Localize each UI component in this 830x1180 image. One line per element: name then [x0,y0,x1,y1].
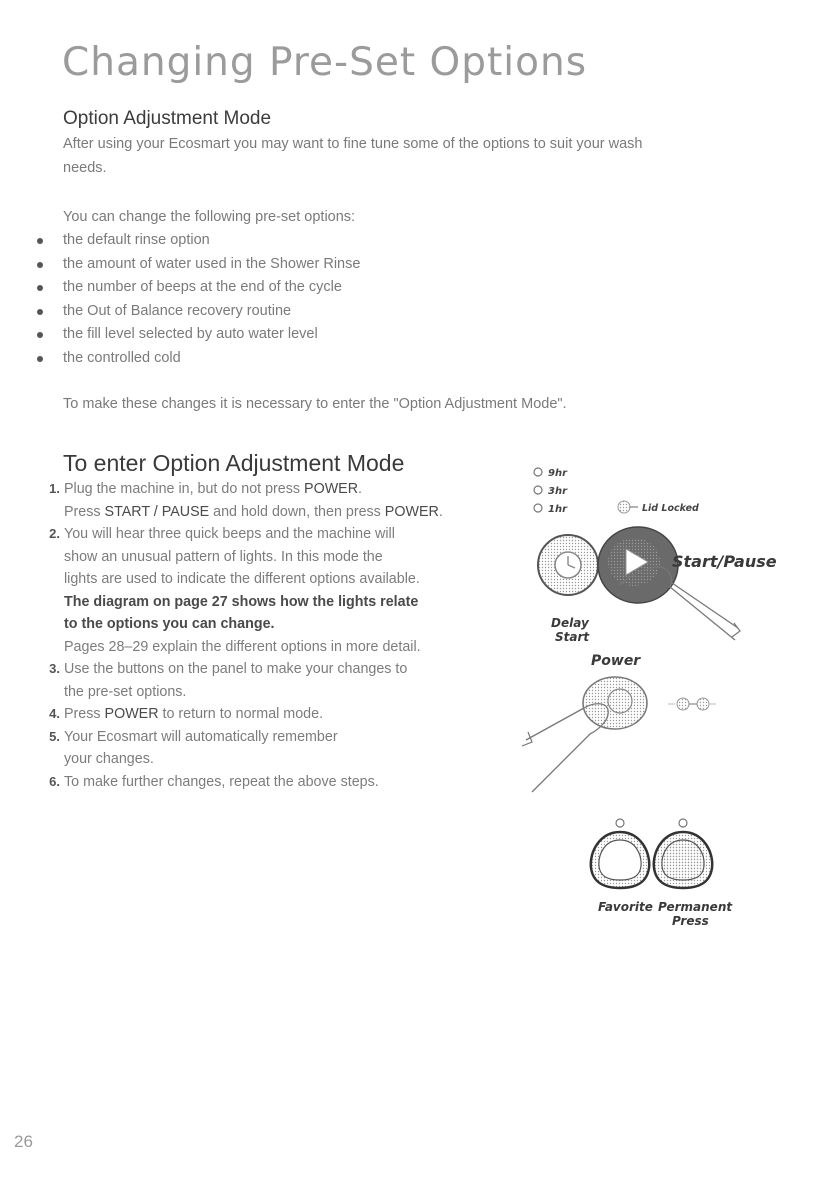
step-text: the pre-set options. [64,683,187,700]
page-number: 26 [14,1132,33,1151]
step-text: Use the buttons on the panel to make your changes to [64,661,408,677]
step-text: your changes. [64,751,154,767]
power-keyword: POWER [104,706,159,722]
delay-9hr-label: 9hr [548,468,568,479]
intro-line-1: After using your Ecosmart you may want to fine tune some of the options to suit your wash [63,136,643,152]
step-text: and hold down, then press [209,503,385,520]
list-item: the controlled cold [35,347,360,371]
delay-start-button [538,535,598,595]
start-label: Start [555,630,590,644]
step-text: show an unusual pattern of lights. In this mode the [64,548,383,565]
start-pause-button [598,527,678,603]
closing-paragraph: To make these changes it is necessary to enter the "Option Adjustment Mode". [63,396,567,412]
step-emphasis: The diagram on page 27 shows how the lights relate [64,593,419,610]
list-intro: You can change the following pre-set options: [63,209,356,225]
steps-list [28,478,498,793]
step-text [64,703,498,726]
step-5 [28,726,498,771]
step-text: Press [64,706,105,722]
step-text: to return to normal mode. [158,706,324,722]
list-item: the default rinse option [35,229,360,253]
step-text: lights are used to indicate the different options available. [64,571,420,587]
step-text: Your Ecosmart will automatically remember [64,728,338,745]
step-text: Press [64,503,105,520]
lid-locked-indicator [618,501,699,514]
lid-locked-label: Lid Locked [642,503,699,514]
section-heading-enter-mode: To enter Option Adjustment Mode [63,450,405,476]
start-pause-keyword: START / PAUSE [104,503,210,520]
step-4 [28,703,498,726]
delay-1hr-label: 1hr [548,504,568,515]
step-number: 5. [49,728,60,744]
power-keyword: POWER [384,503,439,520]
step-number: 3. [49,661,60,676]
step-1-line-2 [64,501,498,524]
delay-label: Delay [551,616,589,630]
step-6 [28,771,498,794]
step-text: . [358,481,363,497]
step-1-line-1 [64,478,498,501]
intro-paragraph [63,132,763,180]
section-heading-option-adjustment: Option Adjustment Mode [63,108,272,129]
delay-3hr-label: 3hr [548,486,568,497]
step-text: Pages 28–29 explain the different options in more detail. [64,638,421,655]
page-title: Changing Pre-Set Options [62,40,588,85]
delay-1hr-indicator [534,504,568,515]
permanent-press-indicator-icon [679,819,687,827]
press-label: Press [672,914,709,928]
indicator-lights [668,698,716,710]
step-text: . [438,503,443,520]
permanent-label: Permanent [658,900,733,914]
step-number: 6. [49,773,60,789]
power-label: Power [591,653,641,669]
step-3 [28,658,498,703]
cycle-buttons-diagram [585,810,755,940]
options-list [35,229,360,371]
start-pause-label: Start/Pause [672,552,777,571]
permanent-press-button [654,819,712,888]
list-item: the number of beeps at the end of the cycle [35,276,360,300]
power-diagram [510,650,810,820]
step-text: To make further changes, repeat the above steps. [64,773,379,790]
favorite-label: Favorite [598,900,653,914]
list-item: the amount of water used in the Shower Rinse [35,253,360,277]
step-number: 2. [49,526,60,541]
favorite-button [591,819,649,888]
step-number: 1. [49,481,60,496]
list-item: the Out of Balance recovery routine [35,300,360,324]
delay-3hr-indicator [534,486,568,497]
step-2 [28,523,498,658]
step-number: 4. [49,706,60,721]
power-keyword: POWER [304,481,359,497]
favorite-indicator-icon [616,819,624,827]
list-item: the fill level selected by auto water level [35,323,360,347]
step-1 [28,478,498,523]
step-text: Plug the machine in, but do not press [64,481,305,497]
intro-line-2: needs. [63,160,107,176]
step-emphasis: to the options you can change. [64,616,275,632]
delay-9hr-indicator [534,468,568,479]
power-button [583,677,647,729]
step-text: You will hear three quick beeps and the machine will [64,526,395,542]
